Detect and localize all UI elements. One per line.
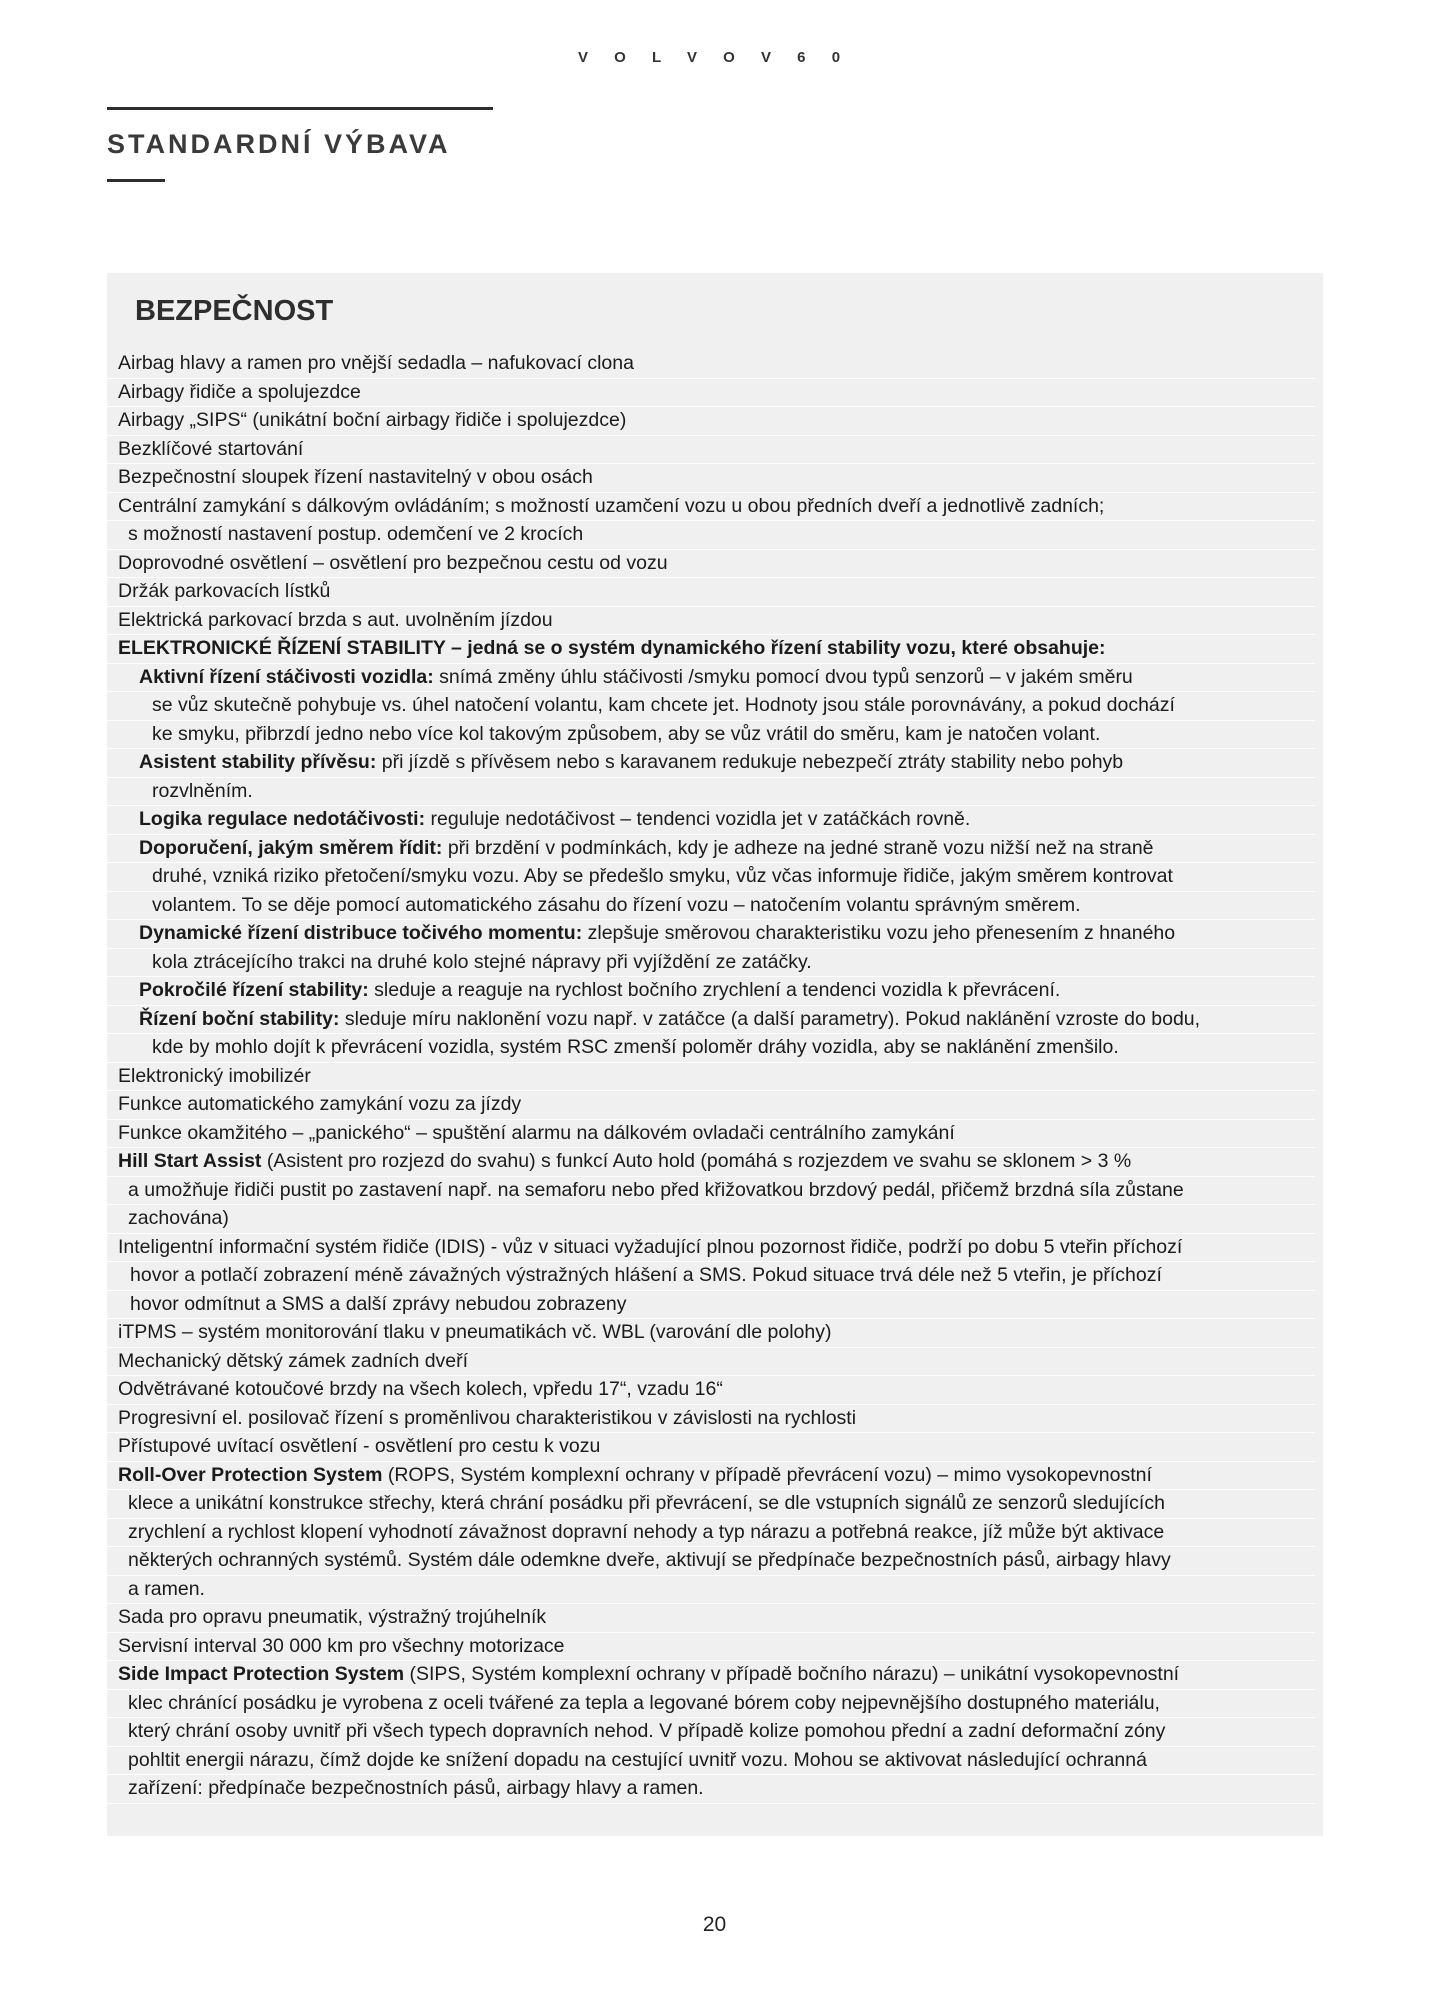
item-text: klece a unikátní konstrukce střechy, která chrání posádku při převrácení, se dle vstupních signálů ze senzorů sledujících [128, 1492, 1165, 1514]
item-text: při jízdě s přívěsem nebo s karavanem redukuje nebezpečí ztráty stability nebo pohyb [376, 751, 1124, 773]
list-item [107, 607, 1315, 636]
item-heading: Hill Start Assist [118, 1150, 262, 1172]
item-text: Držák parkovacích lístků [118, 580, 331, 602]
item-text: klec chránící posádku je vyrobena z oceli tvářené za tepla a legované bórem coby nejpevnějšího dostupného materiálu, [128, 1691, 1160, 1714]
item-text: Přístupové uvítací osvětlení - osvětlení pro cestu k vozu [118, 1435, 601, 1457]
item-heading: Doporučení, jakým směrem řídit: [139, 836, 443, 859]
title-underline [107, 179, 165, 182]
item-text: Airbagy „SIPS“ (unikátní boční airbagy řidiče i spolujezdce) [118, 409, 627, 431]
list-item [107, 379, 1315, 408]
item-text: Elektronický imobilizér [118, 1064, 311, 1087]
list-item [107, 1205, 1315, 1234]
item-text: se vůz skutečně pohybuje vs. úhel natočení volantu, kam chcete jet. Hodnoty jsou stále porovnávány, a pokud dochází [152, 694, 1175, 716]
item-text: reguluje nedotáčivost – tendenci vozidla jet v zatáčkách rovně. [425, 808, 971, 830]
item-text: hovor a potlačí zobrazení méně závažných výstražných hlášení a SMS. Pokud situace trvá déle než 5 vteřin, je příchozí [130, 1264, 1162, 1286]
list-item [107, 493, 1315, 522]
item-text: kde by mohlo dojít k převrácení vozidla, systém RSC zmenší poloměr dráhy vozidla, aby se naklánění zmenšilo. [152, 1036, 1119, 1058]
item-heading: Roll-Over Protection System [118, 1463, 383, 1486]
item-text: (ROPS, Systém komplexní ochrany v případě převrácení vozu) – mimo vysokopevnostní [382, 1463, 1152, 1486]
list-item [107, 1747, 1315, 1776]
item-text: iTPMS – systém monitorování tlaku v pneumatikách vč. WBL (varování dle polohy) [118, 1321, 832, 1343]
list-item [107, 1690, 1315, 1719]
item-text: a ramen. [128, 1577, 205, 1600]
item-text: snímá změny úhlu stáčivosti /smyku pomocí dvou typů senzorů – v jakém směru [433, 665, 1133, 688]
list-item [107, 749, 1315, 778]
list-item [107, 949, 1315, 978]
list-item [107, 1519, 1315, 1548]
list-item [107, 1633, 1315, 1662]
list-item [107, 1775, 1315, 1804]
item-text: Airbagy řidiče a spolujezdce [118, 380, 361, 403]
item-text: Progresivní el. posilovač řízení s proměnlivou charakteristikou v závislosti na rychlosti [118, 1406, 857, 1429]
item-text: Servisní interval 30 000 km pro všechny motorizace [118, 1634, 565, 1657]
item-text: rozvlněním. [152, 779, 253, 802]
item-heading: Logika regulace nedotáčivosti: [139, 808, 426, 830]
brand-header: V O L V O V 6 0 [577, 49, 852, 66]
list-item [107, 778, 1315, 807]
list-item [107, 1376, 1315, 1405]
list-item [107, 1604, 1315, 1633]
list-item [107, 1120, 1315, 1149]
item-text: hovor odmítnut a SMS a další zprávy nebudou zobrazeny [130, 1292, 627, 1315]
list-item [107, 578, 1315, 607]
list-item [107, 1148, 1315, 1177]
item-text: Mechanický dětský zámek zadních dveří [118, 1349, 469, 1372]
list-item [107, 1405, 1315, 1434]
item-heading: Pokročilé řízení stability: [139, 979, 369, 1001]
item-text: zrychlení a rychlost klopení vyhodnotí závažnost dopravní nehody a typ nárazu a potřebná reakce, jíž může být aktivace [128, 1520, 1165, 1543]
item-heading: Dynamické řízení distribuce točivého momentu: [139, 922, 583, 944]
list-item [107, 692, 1315, 721]
item-text: Funkce okamžitého – „panického“ – spuštění alarmu na dálkovém ovladači centrálního zamykání [118, 1121, 955, 1144]
item-text: který chrání osoby uvnitř při všech typech dopravních nehod. V případě kolize pomohou přední a zadní deformační zóny [128, 1720, 1166, 1742]
item-text: Bezklíčové startování [118, 437, 304, 460]
list-item [107, 1319, 1315, 1348]
list-item [107, 1462, 1315, 1491]
list-item [107, 550, 1315, 579]
item-text: druhé, vzniká riziko přetočení/smyku vozu. Aby se předešlo smyku, vůz včas informuje řidiče, jakým směrem kontrovat [152, 865, 1173, 887]
item-text: Inteligentní informační systém řidiče (IDIS) - vůz v situaci vyžadující plnou pozornost řidiče, podrží po dobu 5 vteřin příchozí [118, 1235, 1183, 1258]
page-number: 20 [702, 1913, 727, 1936]
list-item [107, 350, 1315, 379]
item-text: zlepšuje směrovou charakteristiku vozu jeho přenesením z hnaného [582, 922, 1176, 944]
header-rule [107, 107, 493, 110]
item-text: Sada pro opravu pneumatik, výstražný trojúhelník [118, 1606, 547, 1628]
item-heading: Asistent stability přívěsu: [139, 751, 377, 773]
list-item [107, 1177, 1315, 1206]
list-item [107, 464, 1315, 493]
list-item [107, 635, 1315, 664]
item-heading: Side Impact Protection System [118, 1663, 405, 1685]
equipment-list [107, 350, 1315, 1804]
list-item [107, 1718, 1315, 1747]
list-item [107, 1091, 1315, 1120]
item-text: sleduje míru naklonění vozu např. v zatáčce (a další parametry). Pokud naklánění vzroste do bodu, [339, 1007, 1201, 1030]
item-heading: Aktivní řízení stáčivosti vozidla: [139, 665, 434, 688]
list-item [107, 721, 1315, 750]
item-text: Centrální zamykání s dálkovým ovládáním; s možností uzamčení vozu u obou předních dveří a jednotlivě zadních; [118, 494, 1105, 517]
item-text: (Asistent pro rozjezd do svahu) s funkcí Auto hold (pomáhá s rozjezdem ve svahu se sklonem > 3 % [261, 1150, 1132, 1172]
item-text: zachována) [128, 1207, 229, 1229]
item-text: (SIPS, Systém komplexní ochrany v případě bočního nárazu) – unikátní vysokopevnostní [404, 1663, 1180, 1685]
list-item [107, 1063, 1315, 1092]
list-item [107, 521, 1315, 550]
item-text: zařízení: předpínače bezpečnostních pásů, airbagy hlavy a ramen. [128, 1777, 704, 1799]
list-item [107, 1576, 1315, 1605]
list-item [107, 407, 1315, 436]
panel-title: BEZPEČNOST [135, 295, 334, 327]
list-item [107, 1490, 1315, 1519]
list-item [107, 1006, 1315, 1035]
item-heading: ELEKTRONICKÉ ŘÍZENÍ STABILITY – jedná se o systém dynamického řízení stability vozu, které obsahuje: [118, 637, 1106, 659]
list-item [107, 1034, 1315, 1063]
list-item [107, 806, 1315, 835]
item-heading: Řízení boční stability: [139, 1007, 340, 1030]
item-text: při brzdění v podmínkách, kdy je adheze na jedné straně vozu nižší než na straně [442, 836, 1154, 859]
item-text: sleduje a reaguje na rychlost bočního zrychlení a tendenci vozidla k převrácení. [368, 979, 1061, 1001]
item-text: některých ochranných systémů. Systém dále odemkne dveře, aktivují se předpínače bezpečnostních pásů, airbagy hlavy [128, 1549, 1171, 1571]
list-item [107, 892, 1315, 921]
item-text: Odvětrávané kotoučové brzdy na všech kolech, vpředu 17“, vzadu 16“ [118, 1378, 723, 1400]
item-text: volantem. To se děje pomocí automatického zásahu do řízení vozu – natočením volantu správným směrem. [152, 893, 1081, 916]
list-item [107, 1291, 1315, 1320]
item-text: kola ztrácejícího trakci na druhé kolo stejné nápravy při vyjíždění ze zatáčky. [152, 950, 812, 973]
list-item [107, 863, 1315, 892]
item-text: ke smyku, přibrzdí jedno nebo více kol takovým způsobem, aby se vůz vrátil do směru, kam je natočen volant. [152, 722, 1101, 745]
list-item [107, 1348, 1315, 1377]
item-text: a umožňuje řidiči pustit po zastavení např. na semaforu nebo před křižovatkou brzdový pedál, přičemž brzdná síla zůstane [128, 1178, 1184, 1201]
list-item [107, 920, 1315, 949]
item-text: pohltit energii nárazu, čímž dojde ke snížení dopadu na cestující uvnitř vozu. Mohou se aktivovat následující ochranná [128, 1748, 1147, 1771]
item-text: Funkce automatického zamykání vozu za jízdy [118, 1093, 522, 1115]
list-item [107, 1234, 1315, 1263]
list-item [107, 664, 1315, 693]
list-item [107, 436, 1315, 465]
equipment-panel [107, 273, 1323, 1836]
item-text: Bezpečnostní sloupek řízení nastavitelný v obou osách [118, 466, 593, 488]
item-text: Airbag hlavy a ramen pro vnější sedadla – nafukovací clona [118, 352, 634, 374]
item-text: Elektrická parkovací brzda s aut. uvolněním jízdou [118, 608, 553, 631]
item-text: Doprovodné osvětlení – osvětlení pro bezpečnou cestu od vozu [118, 551, 668, 574]
section-title: STANDARDNÍ VÝBAVA [107, 129, 451, 159]
list-item [107, 1433, 1315, 1462]
list-item [107, 977, 1315, 1006]
list-item [107, 1262, 1315, 1291]
list-item [107, 835, 1315, 864]
item-text: s možností nastavení postup. odemčení ve 2 krocích [128, 523, 584, 545]
list-item [107, 1661, 1315, 1690]
list-item [107, 1547, 1315, 1576]
